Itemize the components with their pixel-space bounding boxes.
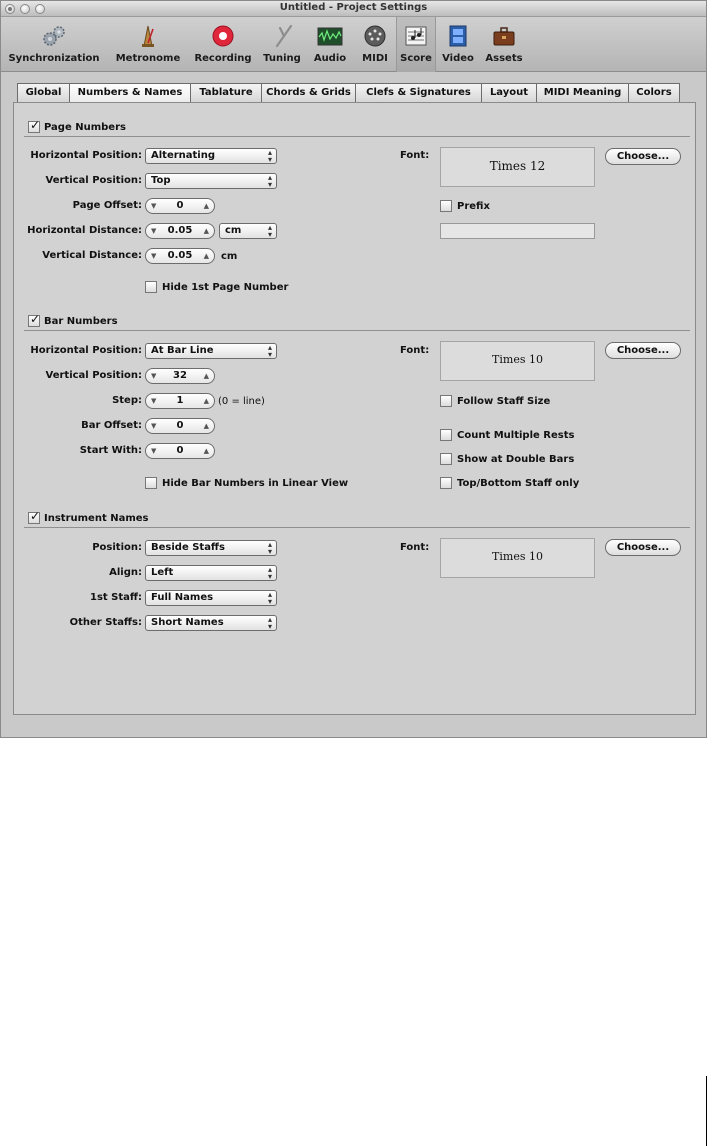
page-vertical-distance-label: Vertical Distance:	[42, 250, 142, 261]
page-vertical-distance-value: 0.05	[167, 250, 193, 261]
toolbar-video[interactable]	[437, 17, 479, 72]
instrument-position-label: Position:	[92, 542, 142, 553]
hide-bar-numbers-linear-label: Hide Bar Numbers in Linear View	[162, 478, 349, 489]
page-font-choose-button[interactable]: Choose...	[605, 148, 681, 165]
page-horizontal-position-label: Horizontal Position:	[30, 150, 142, 161]
step-down-icon[interactable]: ▼	[151, 252, 157, 260]
instrument-font-label: Font:	[400, 542, 430, 553]
popup-arrows-icon: ▴ ▾	[267, 540, 272, 556]
top-bottom-staff-checkbox[interactable]	[440, 477, 452, 489]
show-double-bars-label: Show at Double Bars	[457, 454, 575, 465]
page-vertical-position-value: Top	[151, 175, 171, 186]
bar-font-preview: Times 10	[440, 341, 595, 381]
toolbar-score[interactable]	[396, 17, 436, 72]
step-down-icon[interactable]: ▼	[151, 447, 157, 455]
settings-toolbar	[1, 17, 706, 72]
toolbar-score-label: Score	[400, 53, 432, 64]
page-offset-stepper[interactable]	[145, 198, 215, 214]
count-multiple-rests-label: Count Multiple Rests	[457, 430, 575, 441]
record-icon	[210, 24, 236, 48]
instrument-first-staff-label: 1st Staff:	[89, 592, 142, 603]
instrument-position-value: Beside Staffs	[151, 542, 225, 553]
title-bar[interactable]	[1, 1, 706, 17]
instrument-align-label: Align:	[109, 567, 142, 578]
prefix-label: Prefix	[457, 201, 490, 212]
bar-step-hint: (0 = line)	[218, 396, 265, 407]
step-down-icon[interactable]: ▼	[151, 397, 157, 405]
popup-arrows-icon: ▴ ▾	[267, 615, 272, 631]
bar-numbers-checkbox[interactable]	[28, 312, 41, 327]
popup-arrows-icon: ▴ ▾	[267, 223, 272, 239]
bar-font-choose-button[interactable]: Choose...	[605, 342, 681, 359]
prefix-checkbox[interactable]	[440, 200, 452, 212]
step-up-icon[interactable]: ▲	[203, 422, 209, 430]
step-up-icon[interactable]: ▲	[203, 202, 209, 210]
page-numbers-checkbox[interactable]	[28, 118, 41, 133]
film-icon	[445, 24, 471, 48]
bar-horizontal-position-value: At Bar Line	[151, 345, 214, 356]
instrument-other-staffs-label: Other Staffs:	[69, 617, 142, 628]
toolbar-midi-label: MIDI	[362, 53, 388, 64]
toolbar-midi[interactable]	[355, 17, 395, 72]
page-vertical-distance-stepper[interactable]	[145, 248, 215, 264]
bar-start-with-label: Start With:	[79, 445, 142, 456]
page-font-label: Font:	[400, 150, 430, 161]
toolbar-tuning[interactable]	[259, 17, 305, 72]
instrument-first-staff-popup[interactable]	[145, 590, 277, 606]
hide-first-page-number-label: Hide 1st Page Number	[162, 282, 289, 293]
page-horizontal-distance-stepper[interactable]	[145, 223, 215, 239]
prefix-input[interactable]	[440, 223, 595, 239]
midi-connector-icon	[362, 24, 388, 48]
instrument-align-value: Left	[151, 567, 174, 578]
window-title: Untitled - Project Settings	[279, 2, 428, 13]
step-up-icon[interactable]: ▲	[203, 447, 209, 455]
popup-arrows-icon: ▴ ▾	[267, 343, 272, 359]
metronome-icon	[135, 24, 161, 48]
bar-offset-label: Bar Offset:	[81, 420, 142, 431]
popup-arrows-icon: ▴ ▾	[267, 173, 272, 189]
page-horizontal-distance-unit-popup[interactable]	[219, 223, 277, 239]
step-down-icon[interactable]: ▼	[151, 227, 157, 235]
toolbar-recording-label: Recording	[194, 53, 252, 64]
tab-midi-meaning[interactable]: MIDI Meaning	[536, 83, 628, 103]
toolbar-assets[interactable]	[481, 17, 527, 72]
toolbar-metronome-label: Metronome	[115, 53, 181, 64]
bar-step-label: Step:	[112, 395, 142, 406]
instrument-first-staff-value: Full Names	[151, 592, 214, 603]
tuning-fork-icon	[269, 24, 295, 48]
page-offset-value: 0	[176, 200, 184, 211]
page-offset-label: Page Offset:	[72, 200, 142, 211]
page-font-preview: Times 12	[440, 147, 595, 187]
tab-numbers-names[interactable]: Numbers & Names	[69, 83, 190, 103]
toolbar-video-label: Video	[442, 53, 474, 64]
toolbar-synchronization[interactable]	[1, 17, 107, 72]
step-down-icon[interactable]: ▼	[151, 372, 157, 380]
bar-start-with-value: 0	[176, 445, 184, 456]
tab-chords-grids[interactable]: Chords & Grids	[261, 83, 355, 103]
tab-clefs-signatures[interactable]: Clefs & Signatures	[355, 83, 481, 103]
check-icon: ✓	[30, 118, 41, 132]
step-up-icon[interactable]: ▲	[203, 252, 209, 260]
bar-offset-stepper[interactable]	[145, 418, 215, 434]
hide-first-page-number-checkbox[interactable]	[145, 281, 157, 293]
bar-numbers-heading: Bar Numbers	[44, 316, 118, 327]
numbers-names-panel	[13, 102, 696, 715]
step-up-icon[interactable]: ▲	[203, 227, 209, 235]
instrument-other-staffs-value: Short Names	[151, 617, 224, 628]
bar-vertical-position-value: 32	[173, 370, 187, 381]
top-bottom-staff-label: Top/Bottom Staff only	[457, 478, 580, 489]
page-vertical-position-popup[interactable]	[145, 173, 277, 189]
gears-icon	[41, 24, 67, 48]
score-sheet-icon	[403, 24, 429, 48]
instrument-position-popup[interactable]	[145, 540, 277, 556]
instrument-names-heading: Instrument Names	[44, 513, 149, 524]
bar-horizontal-position-popup[interactable]	[145, 343, 277, 359]
tab-colors[interactable]: Colors	[628, 83, 680, 103]
audio-meter-icon	[317, 24, 343, 48]
bar-horizontal-position-label: Horizontal Position:	[30, 345, 142, 356]
briefcase-icon	[491, 24, 517, 48]
tab-layout[interactable]: Layout	[481, 83, 536, 103]
bar-vertical-position-label: Vertical Position:	[45, 370, 142, 381]
toolbar-audio-label: Audio	[313, 53, 347, 64]
section-divider	[24, 330, 690, 331]
tab-global[interactable]: Global	[17, 83, 69, 103]
check-icon: ✓	[30, 312, 41, 326]
tab-tablature[interactable]: Tablature	[190, 83, 261, 103]
count-multiple-rests-checkbox[interactable]	[440, 429, 452, 441]
bar-step-stepper[interactable]	[145, 393, 215, 409]
popup-arrows-icon: ▴ ▾	[267, 148, 272, 164]
step-up-icon[interactable]: ▲	[203, 372, 209, 380]
toolbar-metronome[interactable]	[109, 17, 187, 72]
toolbar-recording[interactable]	[189, 17, 257, 72]
step-up-icon[interactable]: ▲	[203, 397, 209, 405]
page-horizontal-distance-value: 0.05	[167, 225, 193, 236]
instrument-other-staffs-popup[interactable]	[145, 615, 277, 631]
follow-staff-size-label: Follow Staff Size	[457, 396, 551, 407]
instrument-names-checkbox[interactable]	[28, 509, 41, 524]
follow-staff-size-checkbox[interactable]	[440, 395, 452, 407]
check-icon: ✓	[30, 509, 41, 523]
toolbar-tuning-label: Tuning	[263, 53, 301, 64]
page-horizontal-distance-label: Horizontal Distance:	[27, 225, 142, 236]
instrument-align-popup[interactable]	[145, 565, 277, 581]
page-vertical-distance-unit: cm	[221, 251, 238, 262]
page-vertical-position-label: Vertical Position:	[45, 175, 142, 186]
step-down-icon[interactable]: ▼	[151, 422, 157, 430]
bar-offset-value: 0	[176, 420, 184, 431]
bar-vertical-position-stepper[interactable]	[145, 368, 215, 384]
instrument-font-preview: Times 10	[440, 538, 595, 578]
show-double-bars-checkbox[interactable]	[440, 453, 452, 465]
page-edge-line	[706, 1076, 707, 1146]
toolbar-assets-label: Assets	[485, 53, 523, 64]
instrument-font-choose-button[interactable]: Choose...	[605, 539, 681, 556]
popup-arrows-icon: ▴ ▾	[267, 590, 272, 606]
page-numbers-heading: Page Numbers	[44, 122, 126, 133]
toolbar-synchronization-label: Synchronization	[8, 53, 100, 64]
toolbar-audio[interactable]	[307, 17, 353, 72]
bar-font-label: Font:	[400, 345, 430, 356]
page-horizontal-distance-unit-value: cm	[225, 225, 242, 236]
page-horizontal-position-value: Alternating	[151, 150, 216, 161]
section-divider	[24, 527, 690, 528]
bar-step-value: 1	[176, 395, 184, 406]
page-horizontal-position-popup[interactable]	[145, 148, 277, 164]
bar-start-with-stepper[interactable]	[145, 443, 215, 459]
section-divider	[24, 136, 690, 137]
step-down-icon[interactable]: ▼	[151, 202, 157, 210]
hide-bar-numbers-linear-checkbox[interactable]	[145, 477, 157, 489]
popup-arrows-icon: ▴ ▾	[267, 565, 272, 581]
